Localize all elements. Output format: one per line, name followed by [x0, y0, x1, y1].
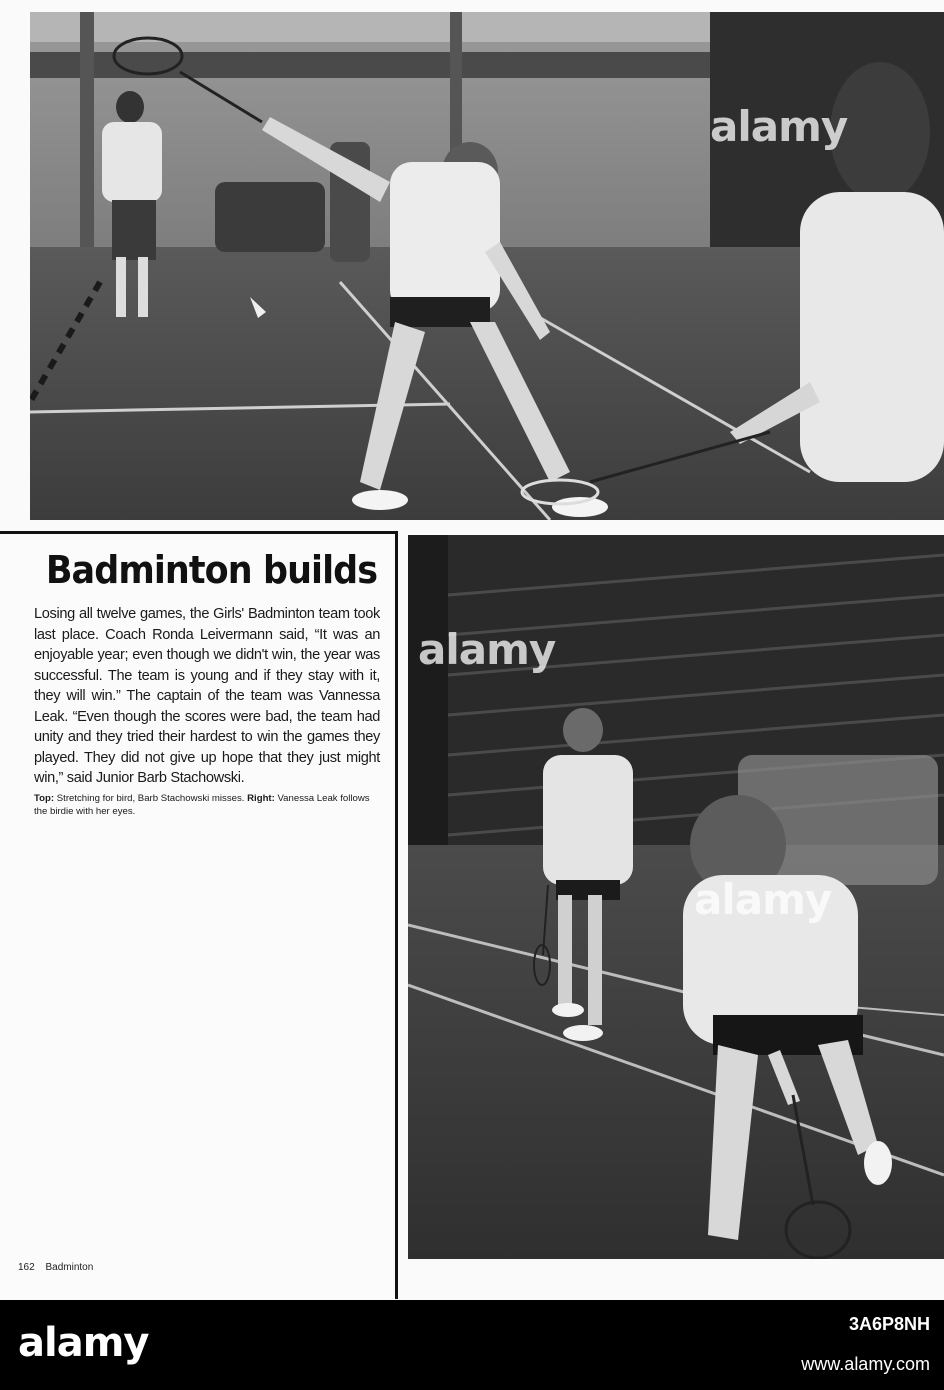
footer-url: www.alamy.com [801, 1354, 930, 1374]
stock-footer [0, 1300, 944, 1390]
watermark-top: alamy [710, 102, 848, 151]
page-folio [18, 1262, 93, 1273]
caption-right-text: Vanessa Leak follows the birdie with her eyes. [34, 793, 370, 817]
top-photo [30, 12, 944, 520]
article-panel [0, 531, 398, 1299]
caption-right-label: Right: [247, 793, 275, 804]
watermark-right-lower: alamy [694, 875, 832, 924]
caption-top-label: Top: [34, 793, 55, 804]
watermark-right-upper: alamy [418, 625, 556, 674]
caption-top-text: Stretching for bird, Barb Stachowski misses. [56, 793, 245, 804]
image-id: 3A6P8NH [848, 1314, 930, 1334]
headline: Badminton builds [45, 548, 377, 592]
section-name: Badminton [45, 1262, 94, 1273]
page-number: 162 [18, 1262, 35, 1273]
right-photo [408, 535, 944, 1259]
photo-caption [34, 792, 380, 818]
article-body: Losing all twelve games, the Girls' Badminton team took last place. Coach Ronda Leivermann said, “It was an enjoyable year; even though we didn't win, the year was successful. The team is young and if they stay with it, they will win.” The captain of the team was Vannessa Leak. “Even though the scores were bad, the team had unity and they tried their hardest to win the games they played. They did not give up hope that they just might win,” said Junior Barb Stachowski. [34, 606, 380, 786]
alamy-logo: alamy [18, 1320, 149, 1366]
